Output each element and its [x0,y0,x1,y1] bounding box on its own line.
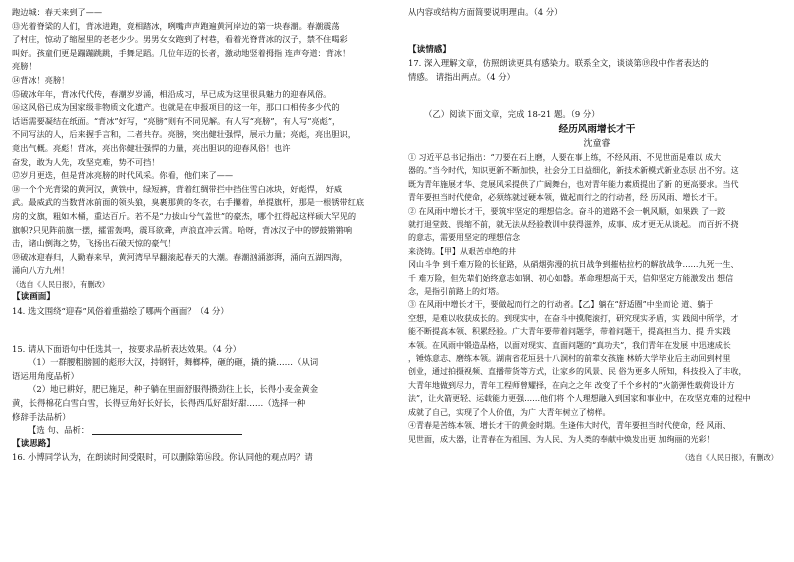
passage-line: 武。最威武的当数背冰前面的领头狼，臭裹那黄的冬衣，右手攥着，单提旗杆，那是一根锈带红底 [12,197,365,208]
question-15-option-2 [12,383,396,424]
question-15-option-1 [12,356,396,383]
left-column [12,6,396,465]
passage-line: 亮膀！ [12,61,37,72]
article-line: 法”，让火箭更轻、运载能力更强……他们将 个人理想融入到国家和事业中，在攻坚克难的过程中 [408,394,751,404]
passage-line: ⑭背冰！亮膀！ [12,74,70,85]
passage-line: 涌向八方九州！ [12,265,70,276]
answer-label: 【选 句、品析： [28,425,90,436]
article-line: 的意志，需要用坚定的理想信念 [408,233,520,243]
article-line: 冈山斗争 到千难万险的长征路，从硝烟弥漫的抗日战争到摧枯拉朽的解放战争……九死一生、 [408,260,739,270]
article-line: 念，是指引前路上的灯塔。 [408,287,504,297]
q15-option-2-line: 黄，长得棉花白雪白雪，长得豆角好长好长，长得西瓜好甜好甜……（选择一种 [12,398,306,409]
section-read-picture: 【读画面】 [12,292,55,303]
passage-line: 叫好。孩童们更是蹦蹦跳跳，手舞足蹈。几位年迈的长者，激动地竖着拇指 连声夸道：背冰！ [12,47,351,58]
article-line: 成就了自己，实现了个人价值，为广 大青年树立了榜样。 [408,407,611,417]
article-line: 千 难万险，但先辈们始终意志如钢、初心如磐。革命理想高于天，信仰坚定方能激发出 想信 [408,273,734,283]
section-read-structure: 【读思路】 [12,438,55,449]
article-line: 见世面，成大器，让青春在为祖国、为人民、为人类的奉献中焕发出更 加绚丽的光彩！ [408,434,715,444]
passage-line: 奋发，敢为人先，攻坚克难，势不可挡！ [12,156,160,167]
question-16-continued: 从内容或结构方面简要说明理由。（4 分） [408,7,563,17]
article-line: ① 习近平总书记指出：“刀要在石上磨，人要在事上练，不经风雨、不见世面是难以 成大 [408,152,722,162]
article-line: 就打退堂鼓、畏缩不前，就无法从经验教训中获得滋养，成事、成才更无从谈起。 而百折不挠 [408,220,739,229]
passage-line: 旗帜?只见阵前旗一摆，攉雷轰鸣，震耳欲聋，声浪直冲云霄。哈呀，背冰汉子中的锣鼓锵锵响 [12,224,353,235]
article-line: 来浇铸。【甲】从艰苦卓绝的井 [408,246,516,256]
passage-line: 不同写法的人，后来握手言和，二者共存。亮膀，突出健壮强悍，展示力量；亮彪，亮出胆识， [12,129,356,140]
article-body [408,151,786,446]
article-line: 创业，通过拍摄视频、直播带货等方式，让家乡的风景、民 俗为更多人所知，科技投入了丰收， [408,367,747,377]
question-17-line: 情感。 请指出两点。（4 分） [408,71,515,82]
passage-line: ⑱一个个光背梁的黄河汉，黄铁中，绿短裤，背着红绸带拦中挡住雪白冰块，好彪悍， 好威 [12,183,343,194]
passage-line: 竟出气概。亮彪！背冰，亮出你健壮强悍的力量，亮出胆识的迎春风俗！也许 [12,142,291,153]
article-title: 经历风雨增长才干 [558,123,636,135]
passage-line: ⑮破冰年年，背冰代代传，春潮岁岁涌，相沿成习，早已成为这里很具魅力的迎春风俗。 [12,88,332,99]
article-author: 沈童睿 [583,138,611,149]
q15-option-2-line: 修辞手法品析） [12,411,71,422]
section-read-emotion: 【读情感】 [408,44,451,55]
q15-option-1-line: 语运用角度品析） [12,370,79,381]
q15-option-1-line: （1）一群腰粗膀圆的彪形大汉，持钢钎，舞榔棒，砸的砸，撬的撬……（从词 [28,357,319,368]
passage-line: ⑲破冰迎春归，人勤春来早，黄河湾早早翻滚起春天的大潮。春潮汹涌澎湃，涌向五湖四海， [12,251,348,262]
passage-line: ⑰岁月更迭，但是背冰亮膀的时代风采。你看，他们来了—— [12,170,234,181]
right-column [408,6,786,465]
answer-line [12,424,396,438]
article-line: 既为青年施展才华、竞展风采提供了广阔舞台，也对青年能力素质提出了新 的更高要求。当代 [408,179,739,189]
article-line: 空想，是难以收获成长的。到现实中，在奋斗中摸爬滚打，研究现实矛盾，实 践阅中所学，才 [408,313,739,323]
passage-line: 房的文旗，粗如木桶，重达百斤。若不是“力拔山兮气盖世”的豪杰，哪个扛得起这样硕大罕见的 [12,210,357,221]
article-line: 大青年地做到尽力，青年工程师曾耀择，在向之之年 改变了千个乡村的“火箭弹性载荷设计方 [408,380,735,390]
article-line: ② 在风雨中增长才干，要筑牢坚定的理想信念。奋斗的道路不会一帆风顺，如果跌 了一跤 [408,206,726,216]
article-line: 能不断提高本领、积累经验。广大青年要带着问题学，带着问题干，提高担当力、提 升实践 [408,327,731,337]
passage-line: 击，诸山倒海之势，飞扬出石破天惊的豪气！ [12,238,176,249]
passage-line: ⑯这风俗已成为国家级非物质文化遗产。也就是在申报项目的这一年，那口口相传多少代的 [12,102,340,113]
passage-line: ⑬光着脊梁的人们，背冰进跑，竟相踏冰，咧嘴声声跑遍黄河岸边的第一块春潮。春潮震荡 [12,20,340,31]
passage-line: 跑边城：春天来到了—— [12,7,103,17]
right-source-note: （选自《人民日报》，有删改） [680,452,778,462]
question-17-line: 17. 深入理解文章，仿照朗读更具有感染力。联系全文，谈谈第⑲段中作者表达的 [408,58,709,69]
article-line: ，锤炼意志、磨练本领。湖南省花垣县十八洞村的前辈女孩施 林娇大学毕业后主动回到村里 [408,354,731,364]
passage-text [12,6,396,278]
question-15: 15. 请从下面语句中任选其一，按要求品析表达效果。（4 分） [12,343,242,354]
part-b-instructions: （乙）阅读下面文章，完成 18-21 题。（9 分） [424,109,600,120]
passage-line: 了村庄，惊动了缩屋里的老老少少。男男女女跑到了村巷，看着光脊背冰的汉子，禁不住喝彩 [12,34,348,45]
article-line: 本领。在风雨中锻造品格，以面对现实、直面问题的“真功夫”，我们青年在发展 中迅速成长 [408,340,731,350]
answer-blank[interactable] [92,424,242,435]
q15-option-2-line: （2）地已耕好，肥已施足，种子躺在里面舒服得攒劲往上长，长得小麦金黄金 [28,384,319,395]
passage-line: 话语需要凝结在纸面。“背冰”好写，“亮膀”则有不同见解。有人写“亮膀”，有人写“亮彪”， [12,115,341,126]
article-line: 器的。”当今时代，知识更新不断加快，社会分工日益细化，新技术新模式新业态层 出不穷。这 [408,166,739,176]
question-14: 14. 选文围绕“迎春”风俗着重描绘了哪两个画面？（4 分） [12,306,229,317]
question-16: 16. 小博同学认为，在朗读时间受限时，可以删除第⑯段。你认同他的观点吗？请 [12,452,313,463]
left-source-note: （选自《人民日报》，有删改） [12,279,110,289]
article-line: 青年要担当时代使命，必须练就过硬本领，做起而行之的行动者，经 历风雨、增长才干。 [408,193,723,203]
article-line: ④青春是苦练本领、增长才干的黄金时期。生逢伟大时代，青年要担当时代使命，经 风雨、 [408,421,731,431]
article-line: ③ 在风雨中增长才干，要做起而行之的行动者。【乙】躺在“舒适圈”中坐而论 道、躺于 [408,300,714,310]
